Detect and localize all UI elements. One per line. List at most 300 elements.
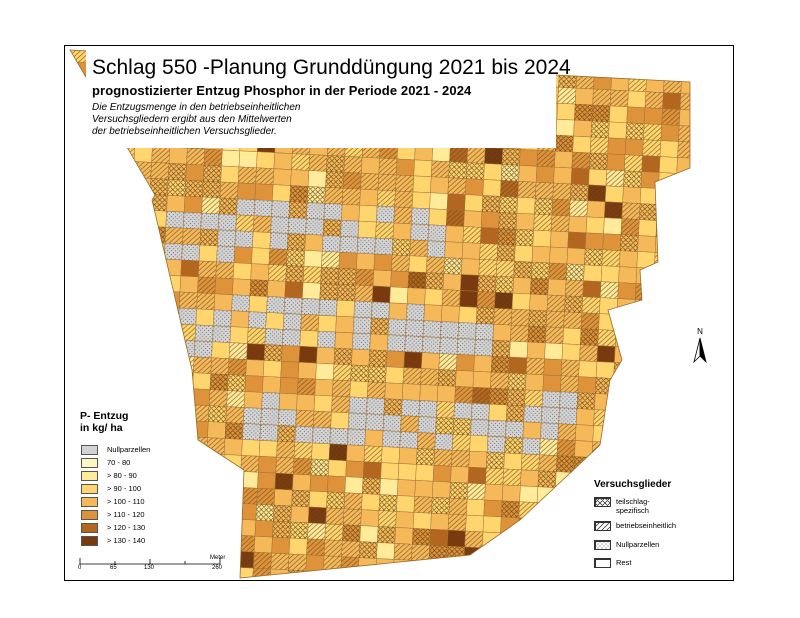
field-plot-cell	[193, 357, 211, 374]
field-plot-cell	[613, 378, 631, 395]
field-plot-cell	[569, 200, 587, 217]
field-plot-cell	[579, 361, 597, 378]
field-plot-cell	[187, 148, 205, 165]
field-plot-cell	[203, 518, 221, 535]
field-plot-cell	[462, 243, 480, 260]
diagonal-hatch-swatch	[594, 521, 611, 531]
field-plot-cell	[664, 413, 682, 430]
field-plot-cell	[392, 575, 410, 592]
field-plot-cell	[554, 151, 572, 168]
field-plot-cell	[220, 182, 238, 199]
field-plot-cell	[461, 611, 479, 618]
field-plot-cell	[24, 236, 42, 253]
field-plot-cell	[532, 246, 550, 263]
field-plot-cell	[466, 163, 484, 180]
field-plot-cell	[607, 154, 625, 171]
field-plot-cell	[499, 212, 517, 229]
field-plot-cell	[557, 103, 575, 120]
field-plot-cell	[692, 206, 710, 223]
field-plot-cell	[575, 441, 593, 458]
field-plot-cell	[297, 394, 315, 411]
field-plot-cell	[353, 317, 371, 334]
field-plot-cell	[232, 279, 250, 296]
field-plot-cell	[709, 207, 727, 224]
field-plot-cell	[418, 416, 436, 433]
field-plot-cell	[93, 272, 111, 289]
field-plot-cell	[48, 125, 66, 142]
field-plot-cell	[429, 545, 447, 562]
field-plot-cell	[656, 557, 674, 574]
field-plot-cell	[309, 155, 327, 172]
field-plot-cell	[326, 508, 344, 525]
field-plot-cell	[452, 434, 470, 451]
field-plot-cell	[234, 247, 252, 264]
field-plot-cell	[29, 493, 47, 510]
field-plot-cell	[145, 611, 163, 618]
field-plot-cell	[724, 608, 742, 618]
field-plot-cell	[455, 34, 473, 51]
field-plot-cell	[345, 477, 363, 494]
field-plot-cell	[188, 469, 206, 486]
field-plot-cell	[720, 336, 738, 353]
field-plot-cell	[571, 504, 589, 521]
field-plot-cell	[259, 440, 277, 457]
field-plot-cell	[586, 217, 604, 234]
field-plot-cell	[658, 173, 676, 190]
field-plot-cell	[653, 268, 671, 285]
field-plot-cell	[211, 358, 229, 375]
field-plot-cell	[268, 265, 286, 282]
field-plot-cell	[545, 343, 563, 360]
field-plot-cell	[501, 501, 519, 518]
crosshatch-swatch	[594, 497, 611, 507]
field-plot-cell	[294, 442, 312, 459]
field-plot-cell	[656, 220, 674, 237]
field-plot-cell	[594, 57, 612, 74]
field-plot-cell	[160, 323, 178, 340]
field-plot-cell	[519, 149, 537, 166]
field-plot-cell	[412, 192, 430, 209]
field-plot-cell	[286, 265, 304, 282]
field-plot-cell	[735, 48, 753, 65]
field-plot-cell	[421, 369, 439, 386]
field-plot-cell	[17, 380, 35, 397]
field-plot-cell	[60, 558, 78, 575]
field-plot-cell	[741, 273, 759, 290]
field-plot-cell	[520, 470, 538, 487]
field-plot-cell	[673, 237, 691, 254]
field-plot-cell	[114, 193, 132, 210]
field-plot-cell	[270, 569, 288, 586]
field-plot-cell	[428, 561, 446, 578]
field-plot-cell	[313, 411, 331, 428]
field-plot-cell	[386, 351, 404, 368]
field-plot-cell	[673, 221, 691, 238]
field-plot-cell	[691, 559, 709, 576]
field-plot-cell	[343, 509, 361, 526]
field-plot-cell	[64, 494, 82, 511]
field-plot-cell	[507, 389, 525, 406]
field-plot-cell	[199, 581, 217, 598]
field-plot-cell	[483, 179, 501, 196]
field-plot-cell	[430, 529, 448, 546]
field-plot-cell	[204, 149, 222, 166]
scale-bar	[78, 555, 238, 573]
field-plot-cell	[444, 594, 462, 611]
field-plot-cell	[357, 574, 375, 591]
field-plot-cell	[638, 572, 656, 589]
field-plot-cell	[206, 454, 224, 471]
field-plot-cell	[81, 159, 99, 176]
field-plot-cell	[709, 560, 727, 577]
field-plot-cell	[692, 543, 710, 560]
field-plot-cell	[591, 121, 609, 138]
field-plot-cell	[340, 573, 358, 590]
field-plot-cell	[736, 369, 754, 386]
field-plot-cell	[219, 534, 237, 551]
field-plot-cell	[525, 390, 543, 407]
field-plot-cell	[228, 22, 246, 39]
field-plot-cell	[378, 511, 396, 528]
field-plot-cell	[450, 482, 468, 499]
field-plot-cell	[407, 288, 425, 305]
field-plot-cell	[350, 28, 368, 45]
field-plot-cell	[442, 290, 460, 307]
field-plot-cell	[595, 378, 613, 395]
field-plot-cell	[710, 528, 728, 545]
field-plot-cell	[287, 586, 305, 603]
field-plot-cell	[88, 351, 106, 368]
field-plot-cell	[254, 200, 272, 217]
field-plot-cell	[391, 271, 409, 288]
field-plot-cell	[139, 386, 157, 403]
field-plot-cell	[52, 382, 70, 399]
field-plot-cell	[254, 536, 272, 553]
field-plot-cell	[678, 141, 696, 158]
field-plot-cell	[333, 28, 351, 45]
field-plot-cell	[729, 513, 747, 530]
field-plot-cell	[567, 248, 585, 265]
field-plot-cell	[16, 396, 34, 413]
field-plot-cell	[387, 335, 405, 352]
field-plot-cell	[590, 137, 608, 154]
field-plot-cell	[667, 349, 685, 366]
field-plot-cell	[278, 409, 296, 426]
field-plot-cell	[634, 315, 652, 332]
field-plot-cell	[271, 201, 289, 218]
field-plot-cell	[675, 189, 693, 206]
field-plot-cell	[156, 403, 174, 420]
field-plot-cell	[676, 510, 694, 527]
field-plot-cell	[566, 264, 584, 281]
field-plot-cell	[133, 161, 151, 178]
field-plot-cell	[6, 587, 24, 604]
field-plot-cell	[690, 575, 708, 592]
field-plot-cell	[536, 166, 554, 183]
field-plot-cell	[494, 308, 512, 325]
field-plot-cell	[128, 610, 146, 618]
field-plot-cell	[350, 381, 368, 398]
field-plot-cell	[490, 372, 508, 389]
field-plot-cell	[605, 186, 623, 203]
field-plot-cell	[480, 243, 498, 260]
field-plot-cell	[578, 377, 596, 394]
field-plot-cell	[467, 483, 485, 500]
field-plot-cell	[540, 423, 558, 440]
field-plot-cell	[585, 233, 603, 250]
field-plot-cell	[621, 219, 639, 236]
field-plot-cell	[24, 572, 42, 589]
field-plot-cell	[304, 587, 322, 604]
field-plot-cell	[634, 299, 652, 316]
field-plot-cell	[53, 13, 71, 30]
field-plot-cell	[465, 531, 483, 548]
field-plot-cell	[173, 420, 191, 437]
field-plot-cell	[96, 208, 114, 225]
field-plot-cell	[707, 592, 725, 609]
field-plot-cell	[635, 283, 653, 300]
field-plot-cell	[410, 576, 428, 593]
field-plot-cell	[349, 397, 367, 414]
field-plot-cell	[405, 336, 423, 353]
field-plot-cell	[521, 454, 539, 471]
field-plot-cell	[288, 554, 306, 571]
field-plot-cell	[559, 408, 577, 425]
field-plot-cell	[613, 42, 631, 59]
field-plot-cell	[569, 552, 587, 569]
field-plot-cell	[693, 174, 711, 191]
field-plot-cell	[479, 596, 497, 613]
p-legend-label: > 90 - 100	[107, 484, 141, 493]
field-plot-cell	[184, 533, 202, 550]
field-plot-cell	[246, 23, 264, 40]
field-plot-cell	[42, 573, 60, 590]
field-plot-cell	[271, 553, 289, 570]
field-plot-cell	[25, 556, 43, 573]
field-plot-cell	[416, 448, 434, 465]
note-line: der betriebseinheitlichen Versuchsglieder.	[92, 126, 277, 137]
field-plot-cell	[244, 391, 262, 408]
field-plot-cell	[593, 89, 611, 106]
field-plot-cell	[374, 254, 392, 271]
field-plot-cell	[483, 516, 501, 533]
field-plot-cell	[355, 285, 373, 302]
field-plot-cell	[30, 461, 48, 478]
field-plot-cell	[153, 467, 171, 484]
field-plot-cell	[601, 266, 619, 283]
field-plot-cell	[510, 341, 528, 358]
field-plot-cell	[593, 73, 611, 90]
field-plot-cell	[647, 60, 665, 77]
field-plot-cell	[553, 183, 571, 200]
field-plot-cell	[222, 150, 240, 167]
field-plot-cell	[468, 467, 486, 484]
field-plot-cell	[285, 281, 303, 298]
field-plot-cell	[14, 444, 32, 461]
field-plot-cell	[479, 259, 497, 276]
field-plot-cell	[347, 429, 365, 446]
field-plot-cell	[51, 398, 69, 415]
field-plot-cell	[409, 256, 427, 273]
field-plot-cell	[425, 273, 443, 290]
field-plot-cell	[583, 281, 601, 298]
field-plot-cell	[263, 24, 281, 41]
field-plot-cell	[164, 580, 182, 597]
field-plot-cell	[588, 185, 606, 202]
field-plot-cell	[356, 606, 374, 618]
field-plot-cell	[376, 543, 394, 560]
field-plot-cell	[743, 225, 761, 242]
field-plot-cell	[711, 175, 729, 192]
field-plot-cell	[665, 381, 683, 398]
field-plot-cell	[382, 431, 400, 448]
field-plot-cell	[558, 87, 576, 104]
field-plot-cell	[174, 388, 192, 405]
field-plot-cell	[700, 47, 718, 64]
field-plot-cell	[512, 293, 530, 310]
field-plot-cell	[597, 346, 615, 363]
field-plot-cell	[601, 602, 619, 618]
field-plot-cell	[733, 417, 751, 434]
field-plot-cell	[45, 509, 63, 526]
field-plot-cell	[53, 29, 71, 46]
field-plot-cell	[611, 410, 629, 427]
field-plot-cell	[181, 260, 199, 277]
field-plot-cell	[598, 330, 616, 347]
field-plot-cell	[253, 552, 271, 569]
field-plot-cell	[186, 501, 204, 518]
field-plot-cell	[72, 335, 90, 352]
field-plot-cell	[706, 608, 724, 618]
field-plot-cell	[247, 328, 265, 345]
field-plot-cell	[291, 154, 309, 171]
field-plot-cell	[628, 427, 646, 444]
field-plot-cell	[609, 106, 627, 123]
field-plot-cell	[565, 280, 583, 297]
field-plot-cell	[538, 471, 556, 488]
field-plot-cell	[306, 555, 324, 572]
field-plot-cell	[290, 186, 308, 203]
field-plot-cell	[602, 250, 620, 267]
p-legend-swatch	[81, 484, 98, 494]
field-plot-cell	[406, 320, 424, 337]
field-plot-cell	[531, 599, 549, 616]
field-plot-cell	[496, 597, 514, 614]
field-plot-cell	[487, 436, 505, 453]
field-plot-cell	[375, 574, 393, 591]
field-plot-cell	[422, 337, 440, 354]
field-plot-cell	[142, 338, 160, 355]
field-plot-cell	[713, 143, 731, 160]
field-plot-cell	[698, 431, 716, 448]
field-plot-cell	[414, 160, 432, 177]
field-plot-cell	[221, 166, 239, 183]
field-plot-cell	[204, 486, 222, 503]
field-plot-cell	[33, 76, 51, 93]
field-plot-cell	[322, 235, 340, 252]
field-plot-cell	[292, 474, 310, 491]
field-plot-cell	[660, 141, 678, 158]
field-plot-cell	[510, 325, 528, 342]
field-plot-cell	[571, 168, 589, 185]
field-plot-cell	[530, 615, 548, 618]
field-plot-cell	[381, 463, 399, 480]
field-plot-cell	[377, 190, 395, 207]
field-plot-cell	[743, 241, 761, 258]
field-plot-cell	[39, 285, 57, 302]
field-plot-cell	[132, 177, 150, 194]
field-plot-cell	[334, 348, 352, 365]
field-plot-cell	[322, 588, 340, 605]
field-plot-cell	[31, 445, 49, 462]
field-plot-cell	[730, 481, 748, 498]
field-plot-cell	[712, 159, 730, 176]
field-plot-cell	[297, 378, 315, 395]
field-plot-cell	[676, 173, 694, 190]
field-plot-cell	[543, 375, 561, 392]
field-plot-cell	[475, 323, 493, 340]
field-plot-cell	[519, 165, 537, 182]
field-plot-cell	[678, 478, 696, 495]
field-plot-cell	[696, 126, 714, 143]
field-plot-cell	[463, 563, 481, 580]
field-plot-cell	[77, 575, 95, 592]
field-plot-cell	[73, 303, 91, 320]
field-plot-cell	[420, 385, 438, 402]
field-plot-cell	[750, 97, 768, 114]
field-plot-cell	[668, 317, 686, 334]
field-plot-cell	[680, 430, 698, 447]
field-plot-cell	[727, 208, 745, 225]
field-plot-cell	[500, 533, 518, 550]
field-plot-cell	[550, 583, 568, 600]
field-plot-cell	[639, 556, 657, 573]
field-plot-cell	[646, 412, 664, 429]
field-plot-cell	[455, 370, 473, 387]
field-plot-cell	[371, 302, 389, 319]
field-plot-cell	[253, 216, 271, 233]
field-plot-cell	[608, 122, 626, 139]
field-plot-cell	[67, 94, 85, 111]
field-plot-cell	[180, 276, 198, 293]
field-plot-cell	[688, 286, 706, 303]
field-plot-cell	[500, 517, 518, 534]
field-plot-cell	[548, 279, 566, 296]
field-plot-cell	[687, 302, 705, 319]
field-plot-cell	[552, 536, 570, 553]
field-plot-cell	[603, 234, 621, 251]
field-plot-cell	[697, 447, 715, 464]
field-plot-cell	[499, 196, 517, 213]
field-plot-cell	[187, 485, 205, 502]
field-plot-cell	[536, 503, 554, 520]
field-plot-cell	[584, 601, 602, 618]
field-plot-cell	[138, 418, 156, 435]
field-plot-cell	[522, 438, 540, 455]
field-plot-cell	[384, 399, 402, 416]
field-plot-cell	[15, 412, 33, 429]
field-plot-cell	[739, 305, 757, 322]
field-plot-cell	[28, 172, 46, 189]
field-plot-cell	[616, 315, 634, 332]
field-plot-cell	[534, 214, 552, 231]
field-plot-cell	[71, 14, 89, 31]
field-plot-cell	[563, 328, 581, 345]
field-plot-cell	[242, 439, 260, 456]
p-legend-label: Nullparzellen	[107, 445, 151, 454]
field-plot-cell	[423, 321, 441, 338]
field-plot-cell	[303, 266, 321, 283]
